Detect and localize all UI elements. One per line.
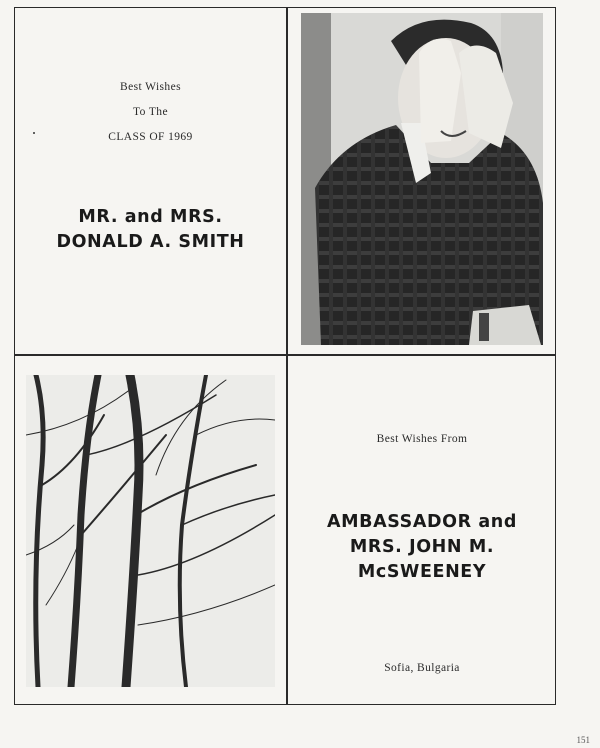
ad-mcsweeney-name-line3: McSWEENEY bbox=[357, 562, 487, 582]
boy-covering-face-photo bbox=[301, 13, 543, 345]
page-number: 151 bbox=[576, 735, 590, 745]
ad-mcsweeney-line1: Best Wishes From bbox=[376, 433, 468, 445]
ad-mcsweeney-names bbox=[287, 510, 557, 585]
ad-smith-line2: To The bbox=[133, 106, 168, 118]
ad-mcsweeney-name-line1: AMBASSADOR and bbox=[327, 512, 517, 532]
photo-cell-boy bbox=[287, 8, 557, 354]
ad-smith bbox=[15, 8, 286, 354]
ad-smith-names bbox=[15, 205, 286, 255]
ad-mcsweeney-name-line2: MRS. JOHN M. bbox=[349, 537, 495, 557]
advertisement-grid bbox=[14, 7, 556, 705]
ad-mcsweeney bbox=[287, 355, 557, 705]
ad-smith-line1: Best Wishes bbox=[120, 81, 181, 93]
ad-smith-line3: CLASS OF 1969 bbox=[108, 131, 193, 143]
ad-smith-name-line1: MR. and MRS. bbox=[78, 207, 223, 227]
ad-smith-name-line2: DONALD A. SMITH bbox=[56, 232, 245, 252]
print-speck bbox=[33, 132, 35, 134]
bare-trees-photo bbox=[26, 375, 275, 687]
ad-mcsweeney-location: Sofia, Bulgaria bbox=[384, 662, 460, 674]
photo-cell-trees bbox=[15, 355, 286, 705]
